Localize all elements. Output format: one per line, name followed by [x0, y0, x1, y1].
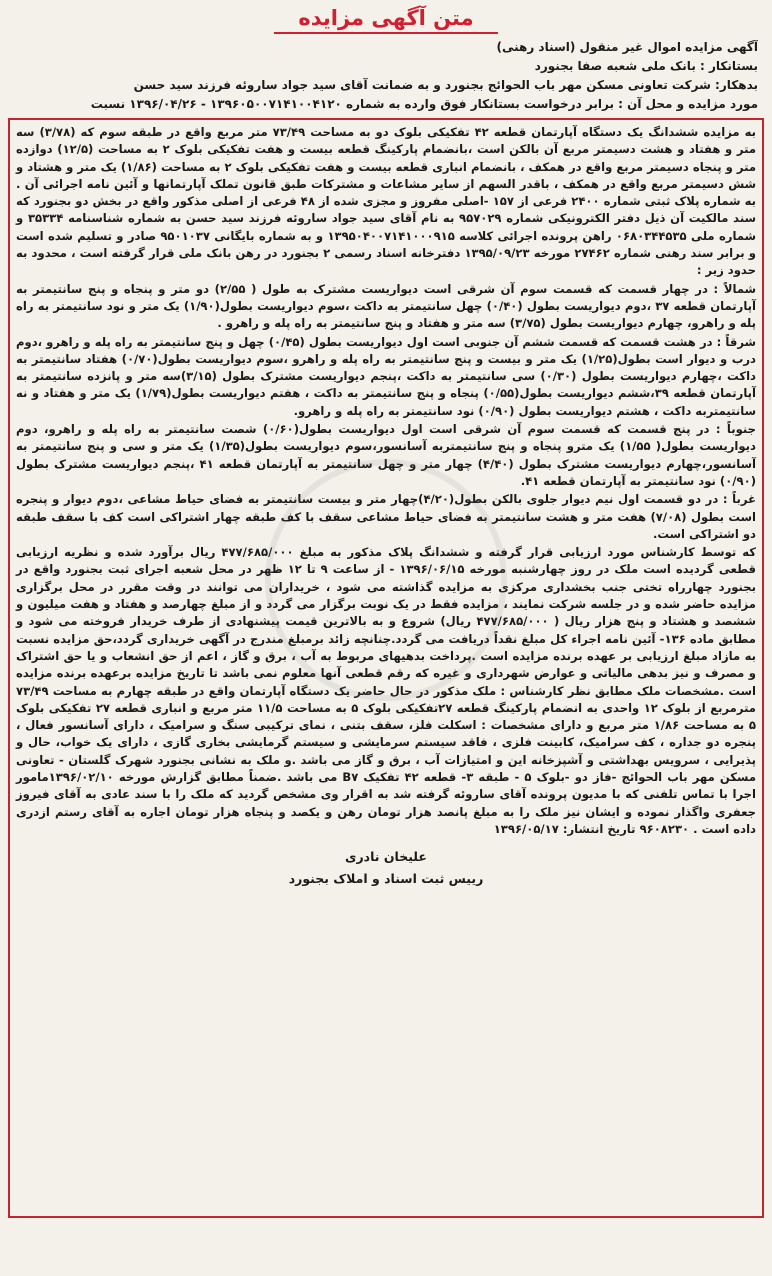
- paragraph-east-boundary: شرقاً : در هشت قسمت که قسمت ششم آن جنوبی است اول دیواریست بطول (۰/۴۵) چهل و پنج سانتیمتر به راه پله و راهرو ،دوم درب و دیوار است بطول(۱/۲۵) یک متر و بیست و پنج سانتیمتر به راه پله و راهرو ،سوم دیواریست بطول(۰/۷۰) هفتاد سانتیمتر به داکت ،چهارم دیواریست بطول (۰/۳۰) سی سانتیمتر به داکت ،پنجم دیواریست مشترک بطول (۳/۱۵)سه متر و پانزده سانتیمتر به آپارتمان قطعه ۳۹،ششم دیواریست بطول(۰/۵۵) پنجاه و پنج سانتیمتر به داکت ، هفتم دیواریست بطول(۱/۷۹) یک متر و هفتاد و نه سانتیمتربه داکت ، هشتم دیواریست بطول (۰/۹۰) نود سانتیمتر به راه پله و راهرو.: [16, 334, 756, 418]
- paragraph-auction-terms: که توسط کارشناس مورد ارزیابی قرار گرفته و ششدانگ پلاک مذکور به مبلغ ۴۷۷/۶۸۵/۰۰۰ ریال برآورد شده و نظریه ارزیابی قطعی گردیده است ملک در روز چهارشنبه مورخه ۱۳۹۶/۰۶/۱۵ - از ساعت ۹ تا ۱۲ ظهر در محل شعبه اجرای ثبت بجنورد واقع در بجنورد چهارراه تختی جنب بخشداری مرکزی به مزایده گذاشته می شود ، خریداران می توانند در وقت مقرر در محل برگزاری مزایده حاضر شده و در جلسه شرکت نمایند ، مزایده فقط در یک نوبت برگزار می گردد و از مبلغ چهارصد و هفتاد و هفت میلیون و ششصد و هشتاد و پنج هزار ریال ( ۴۷۷/۶۸۵/۰۰۰ ریال) شروع و به بالاترین قیمت پیشنهادی از طرف خریدار فروخته می شود و مطابق ماده ۱۳۶- آئین نامه اجراء کل مبلغ نقداً دریافت می گردد.چنانچه زائد برمبلغ مندرج در آگهی خریداری گردد،حق مزایده نسبت به مازاد مبلغ ارزیابی بر عهده برنده مزایده است .پرداخت بدهیهای مربوط به آب ، برق و گاز ، اعم از حق انشعاب و یا حق اشتراک و مصرف و نیز بدهی مالیاتی و عوارض شهرداری و غیره که رقم قطعی آنها معلوم نمی باشد تا تاریخ مزایده برعهده برنده مزایده است .مشخصات ملک مطابق نظر کارشناس : ملک مذکور در حال حاضر یک دستگاه آپارتمان واقع در طبقه چهارم به مساحت ۷۳/۴۹ مترمربع از بلوک ۱۲ واحدی به انضمام پارکینگ قطعه ۲۷تفکیکی بلوک ۵ به مساحت ۱۱/۵ متر مربع و انباری قطعه ۲۷ تفکیکی بلوک ۵ به مساحت ۱/۸۶ متر مربع و دارای مشخصات : اسکلت فلز، سقف بتنی ، نمای ترکیبی سنگ و سرامیک ، دارای آسانسور فعال ، پنجره دو جداره ، کف سرامیک، کابینت فلزی ، فاقد سیستم سرمایشی و سیستم گرمایشی بخاری گازی ، دارای یک خواب، حال و پذیرایی ، سرویس بهداشتی و آشپزخانه این و امتیازات آب ، برق و گاز می باشد .و ملک به نشانی بجنورد شهرک گلستان - تعاونی مسکن مهر باب الحوائج -فاز دو -بلوک ۵ - طبقه ۳- قطعه ۴۲ تفکیک B۷ می باشد .ضمناً مطابق گزارش مورخه ۱۳۹۶/۰۲/۱۰مامور اجرا با تماس تلفنی که با مدیون پرونده آقای ساروئه گرفته شد به اقرار وی مشخص گردید که ملک را با سند عادی به آقای فیروز جعفری واگذار نموده و ایشان نیز ملک را به مبلغ پانصد هزار تومان رهن و یکصد و پنجاه هزار تومان اجاره به آقای رستم ازدری داده است . ۹۶۰۸۲۳۰ تاریخ انتشار: ۱۳۹۶/۰۵/۱۷: [16, 545, 756, 836]
- paragraph-property: به مزایده ششدانگ یک دستگاه آپارتمان قطعه ۴۲ تفکیکی بلوک دو به مساحت ۷۳/۴۹ متر مربع واقع در طبقه سوم که (۳/۷۸) سه متر و هفتاد و هشت دسیمتر مربع آن بالکن است ،بانضمام پارکینگ قطعه بیست و هفت تفکیکی بلوک ۲ به مساحت (۱۲/۵) دوازده متر و پنجاه دسیمتر مربع واقع در همکف ، بانضمام انباری قطعه بیست و هفت تفکیکی بلوک ۲ به مساحت (۱/۸۶) یک متر و هشتاد و شش دسیمتر مربع واقع در همکف ، باقدر السهم از سایر مشاعات و مشترکات طبق قانون تملک آپارتمانها و آئین نامه اجرائی آن . به شماره پلاک ثبتی شماره ۲۴۰۰ فرعی از ۱۵۷ -اصلی مفروز و مجزی شده از ۴۸ فرعی از اصلی مذکور واقع در بخش دو بجنورد که سند مالکیت آن ذیل دفتر الکترونیکی شماره ۹۵۷۰۲۹ به نام آقای سید جواد ساروئه فرزند سید حسن به شماره شناسنامه ۳۵۳۳۴ و شماره ملی ۰۶۸۰۳۴۴۵۳۵ راهن پرونده اجرائی کلاسه ۱۳۹۵۰۴۰۰۷۱۴۱۰۰۰۹۱۵ و به شماره بایگانی ۹۵۰۱۰۳۷ صادر و تسلیم شده است و برابر سند رهنی شماره ۲۷۴۶۲ مورخه ۱۳۹۵/۰۹/۲۳ دفترخانه اسناد رسمی ۲ بجنورد در رهن بانک ملی قرار گرفته است ، محدود به حدود زیر :: [16, 125, 757, 278]
- page-title: متن آگهی مزایده: [274, 6, 497, 34]
- notice-header: [6, 38, 766, 116]
- title-bar: [6, 4, 766, 34]
- header-line-subject: مورد مزایده و محل آن : برابر درخواست بستانکار فوق وارده به شماره ۱۳۹۶۰۵۰۰۷۱۴۱۰۰۴۱۲۰ - ۱۳۹۶/۰۴/۲۶ نسبت: [90, 97, 758, 111]
- header-line-debtor: بدهکار: شرکت تعاونی مسکن مهر باب الحوائج بجنورد و به ضمانت آقای سید جواد ساروئه فرزند سید حسن: [133, 78, 758, 92]
- paragraph-north-boundary: شمالاً : در چهار قسمت که قسمت سوم آن شرقی است دیواریست مشترک به طول ( ۲/۵۵) دو متر و پنجاه و پنج سانتیمتر به آپارتمان قطعه ۳۷ ،دوم دیواریست بطول (۰/۴۰) چهل سانتیمتر به داکت ،سوم دیواریست بطول(۱/۹۰) یک متر و نود سانتیمتر به راه پله و راهرو، چهارم دیواریست بطول (۳/۷۵) سه متر و هفتاد و پنج سانتیمتر به راه پله و راهرو .: [16, 281, 757, 331]
- notice-body-box: [8, 118, 764, 1218]
- header-line-type: آگهی مزایده اموال غیر منقول (اسناد رهنی): [496, 40, 758, 54]
- signatory-position: رییس ثبت اسناد و املاک بجنورد: [288, 871, 484, 887]
- paragraph-south-boundary: جنوباً : در پنج قسمت که قسمت سوم آن شرقی است اول دیواریست بطول(۰/۶۰) شصت سانتیمتر به راه پله و راهرو، دوم دیواریست بطول( ۱/۵۵) یک مترو پنجاه و پنج سانتیمتربه آسانسور،سوم دیواریست بطول(۱/۳۵) یک متر و سی و پنج سانتیمتر به آسانسور،چهارم دیواریست مشترک بطول (۴/۴۰) چهار متر و چهل سانتیمتر به آپارتمان قطعه ۴۱ ،پنجم دیواریست مشترک بطول (۰/۹۰) نود سانتیمتر به آپارتمان قطعه ۴۱.: [16, 422, 756, 488]
- notice-body: [16, 124, 756, 838]
- paragraph-west-boundary: غرباً : در دو قسمت اول نیم دیوار جلوی بالکن بطول(۴/۲۰)چهار متر و بیست سانتیمتر به فضای حیاط مشاعی ،دوم دیوار و پنجره است بطول (۷/۰۸) هفت متر و هشت سانتیمتر به فضای حیاط مشاعی سقف با کف طبقه چهار اشتراکی است کف با سقف طبقه دو اشتراکی است.: [16, 492, 757, 541]
- header-line-creditor: بستانکار : بانک ملی شعبه صفا بجنورد: [534, 59, 758, 73]
- signature-block: [16, 846, 756, 890]
- signatory-name: علیخان نادری: [345, 849, 427, 865]
